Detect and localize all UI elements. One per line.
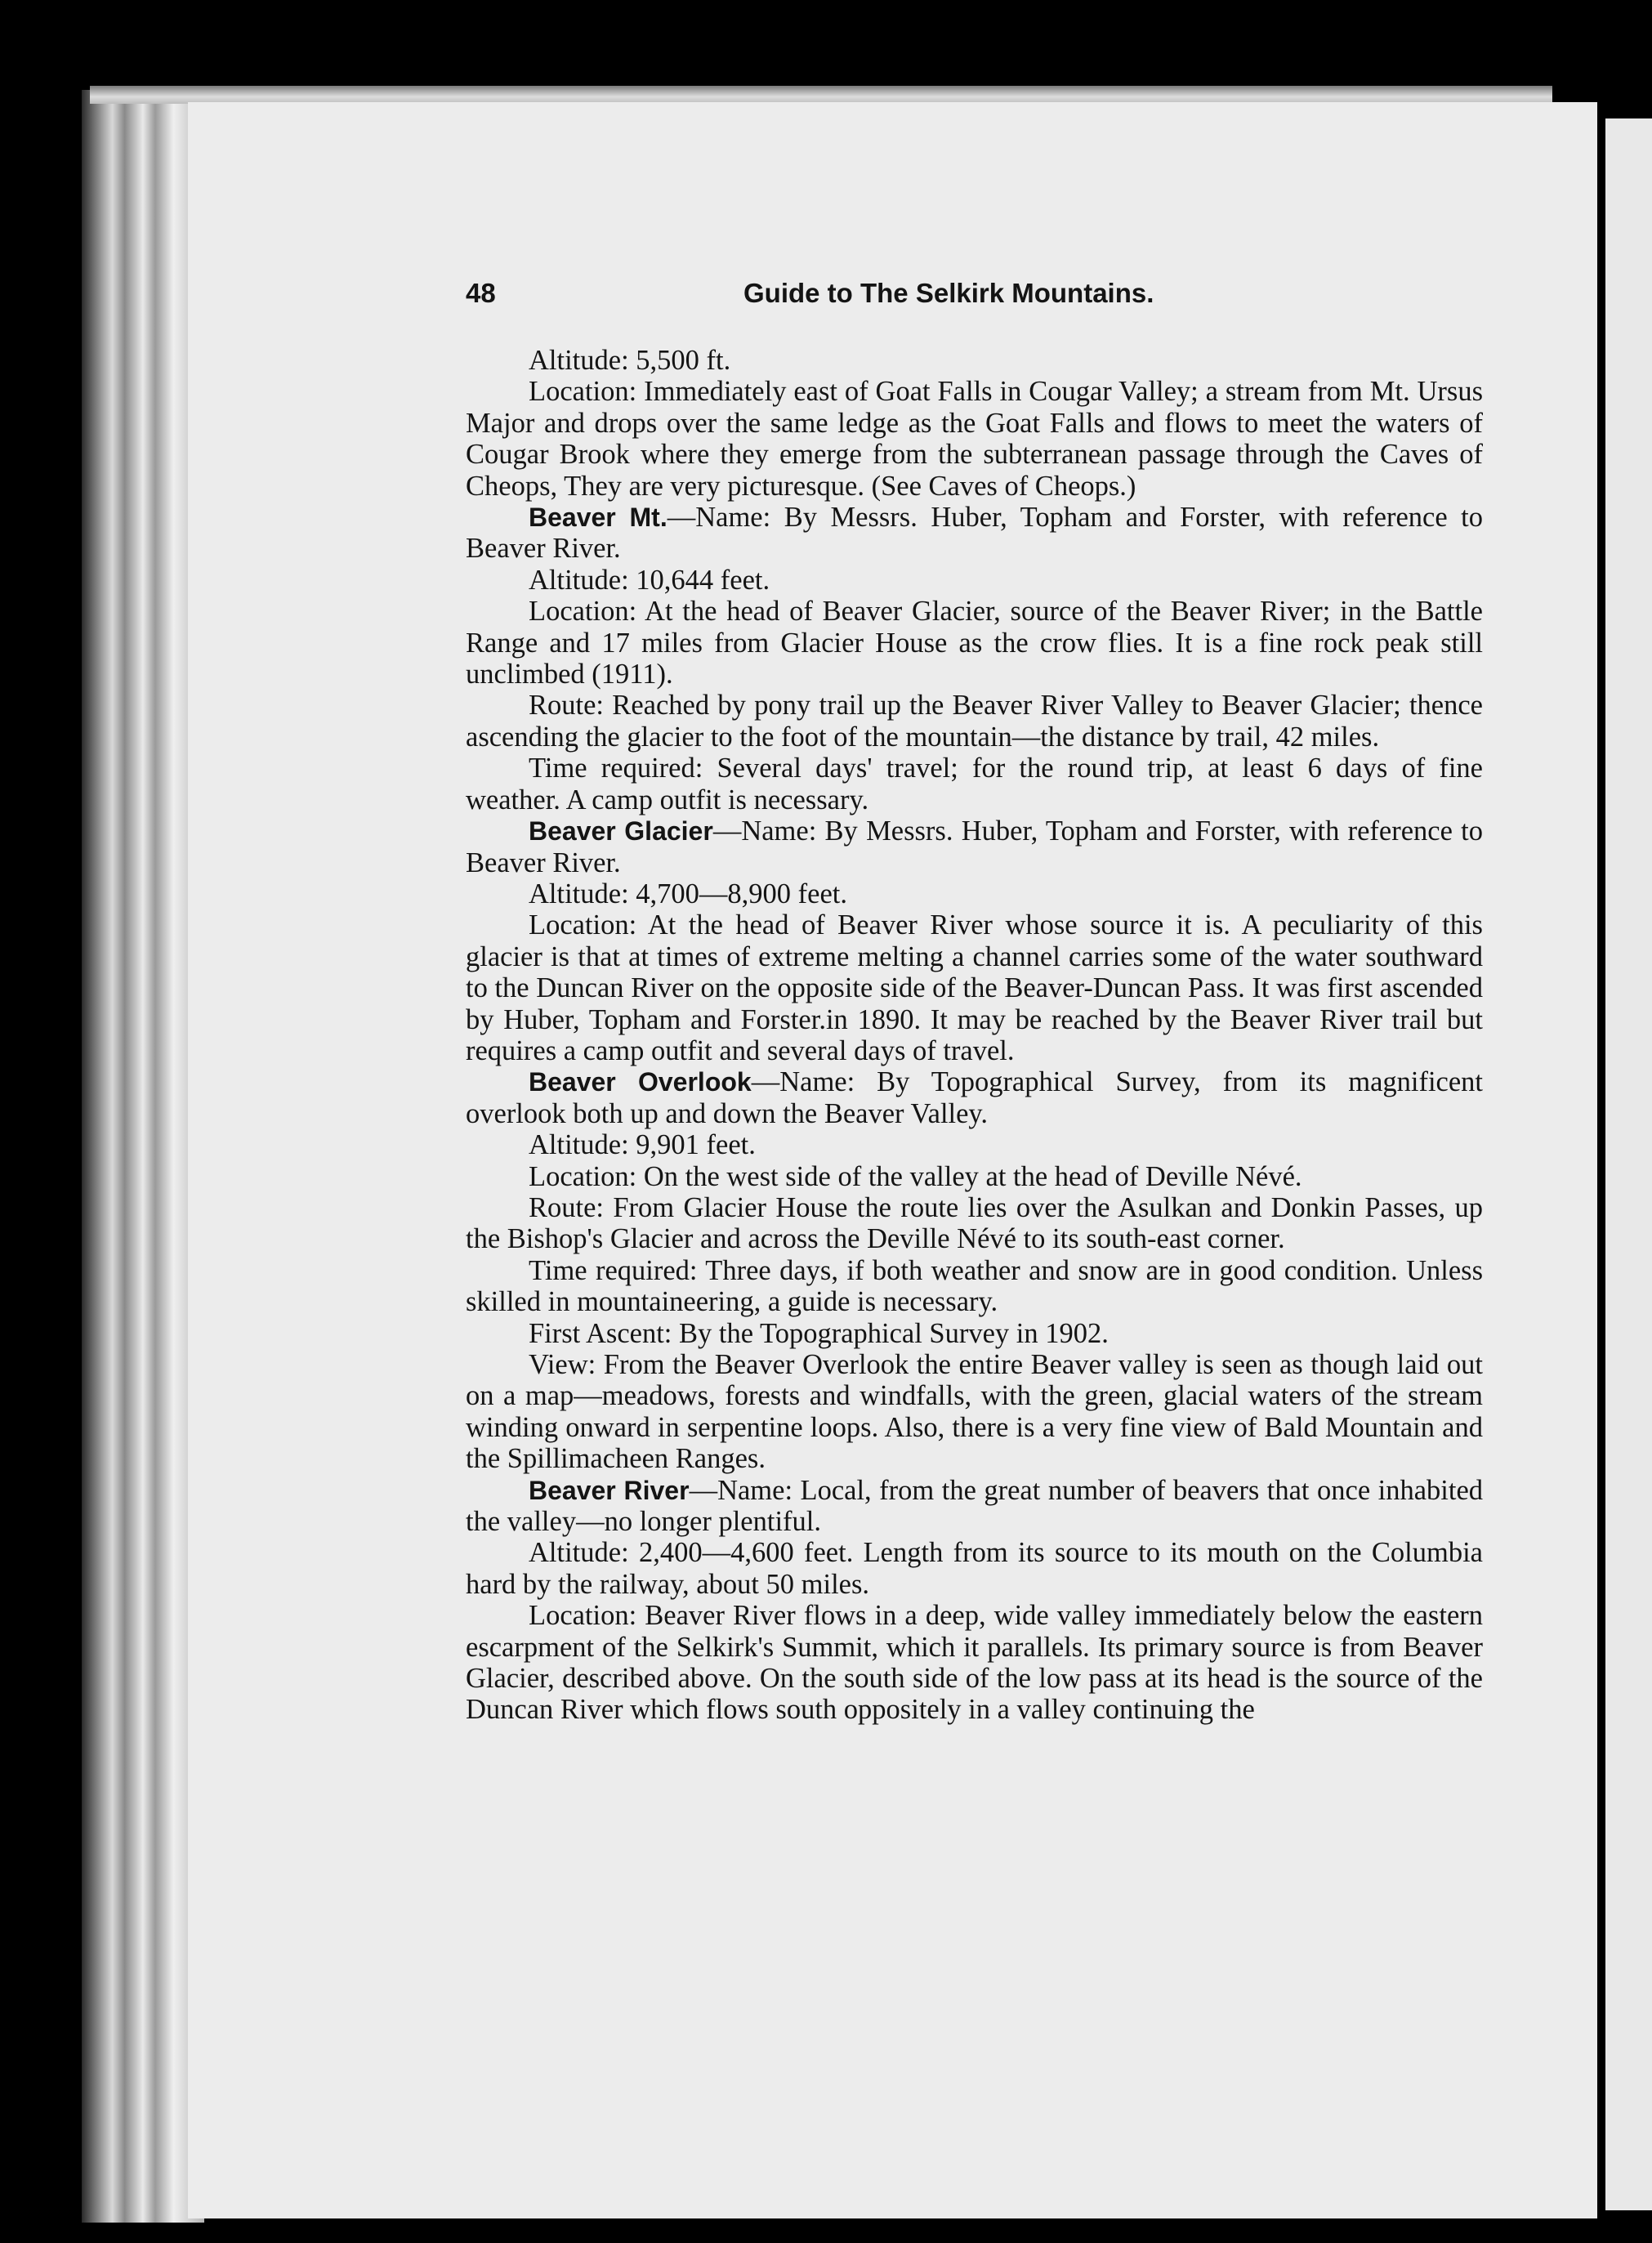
paragraph: Location: On the west side of the valley at the head of Deville Névé. <box>529 1160 1302 1192</box>
paragraph: Altitude: 5,500 ft. <box>529 345 731 376</box>
entry-heading: Beaver Mt. <box>529 503 667 533</box>
book-cover-edge <box>90 86 1552 104</box>
entry-paragraph: Beaver River—Name: Local, from the great number of beavers that once inhabited the valley—no longer plentiful. <box>466 1474 1484 1538</box>
paragraph: Location: At the head of Beaver River whose source it is. A peculiarity of this glacier is that at times of extreme melting a channel carries some of the water southward to the Duncan River on the opposite side of the Beaver-Duncan Pass. It was first ascended by Huber, Topham and Forster.in 1890. It may be reached by the Beaver River trail but requires a camp outfit and several days of travel. <box>466 909 1483 1066</box>
paragraph: Location: Immediately east of Goat Falls in Cougar Valley; a stream from Mt. Ursus Major and drops over the same ledge as the Goat Falls and flows to meet the waters of Cougar Brook where they emerge from the subterranean passage through the Caves of Cheops, They are very picturesque. (See Caves of Cheops.) <box>466 376 1483 502</box>
paragraph: View: From the Beaver Overlook the entire Beaver valley is seen as though laid out on a map—meadows, forests and windfalls, with the green, glacial waters of the stream winding onward in serpentine loops. Also, there is a very fine view of Bald Mountain and the Spillimacheen Ranges. <box>466 1349 1483 1475</box>
entry-heading: Beaver Overlook <box>529 1067 752 1097</box>
facing-page-edge <box>1605 118 1652 2210</box>
paragraph: Location: At the head of Beaver Glacier, source of the Beaver River; in the Battle Range and 17 miles from Glacier House as the crow flies. It is a fine rock peak still unclimbed (1911). <box>466 596 1483 690</box>
entry-paragraph: Beaver Glacier—Name: By Messrs. Huber, Topham and Forster, with reference to Beaver River. <box>466 815 1484 878</box>
book-spine-edge <box>82 90 204 2223</box>
page-text <box>466 278 1483 1726</box>
entry-heading: Beaver Glacier <box>529 816 713 847</box>
paragraph: First Ascent: By the Topographical Survey in 1902. <box>529 1317 1109 1349</box>
paragraph: Altitude: 2,400—4,600 feet. Length from its source to its mouth on the Columbia hard by the railway, about 50 miles. <box>466 1537 1483 1600</box>
paragraph: Route: Reached by pony trail up the Beaver River Valley to Beaver Glacier; thence ascending the glacier to the foot of the mountain—the distance by trail, 42 miles. <box>466 690 1483 753</box>
entry-paragraph: Beaver Overlook—Name: By Topographical Survey, from its magnificent overlook both up and down the Beaver Valley. <box>466 1066 1483 1129</box>
paragraph: Time required: Several days' travel; for the round trip, at least 6 days of fine weather. A camp outfit is necessary. <box>466 753 1483 815</box>
entry-paragraph: Beaver Mt.—Name: By Messrs. Huber, Topham and Forster, with reference to Beaver River. <box>466 502 1484 565</box>
paragraph: Altitude: 10,644 feet. <box>529 564 770 596</box>
running-title: Guide to The Selkirk Mountains. <box>743 278 1154 308</box>
page-number: 48 <box>466 278 496 308</box>
paragraph: Altitude: 9,901 feet. <box>529 1129 756 1161</box>
running-header <box>466 278 1483 319</box>
entry-heading: Beaver River <box>529 1475 690 1505</box>
paragraph: Time required: Three days, if both weather and snow are in good condition. Unless skilled in mountaineering, a guide is necessary. <box>466 1254 1483 1318</box>
paragraph: Route: From Glacier House the route lies over the Asulkan and Donkin Passes, up the Bishop's Glacier and across the Deville Névé to its south-east corner. <box>466 1191 1483 1255</box>
paragraph: Altitude: 4,700—8,900 feet. <box>529 878 847 909</box>
paragraph: Location: Beaver River flows in a deep, wide valley immediately below the eastern escarpment of the Selkirk's Summit, which it parallels. Its primary source is from Beaver Glacier, described above. On the south side of the low pass at its head is the source of the Duncan River which flows south oppositely in a valley continuing the <box>466 1600 1483 1726</box>
